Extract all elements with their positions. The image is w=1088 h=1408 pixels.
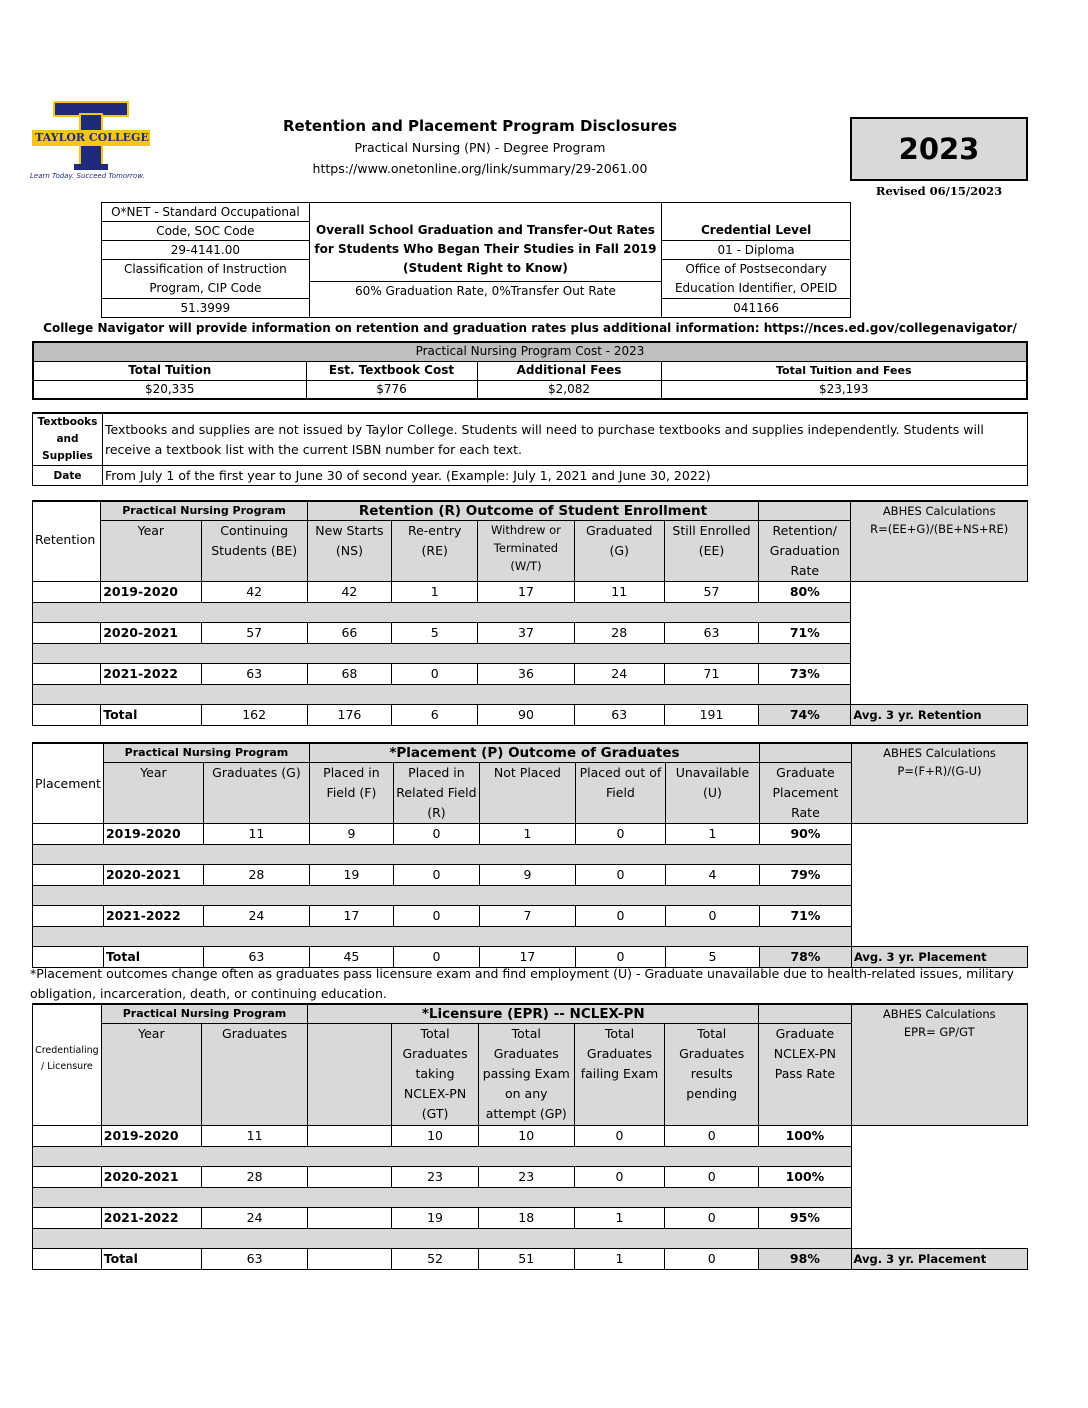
- licensure-side-label: Credentialing / Licensure: [33, 1004, 102, 1126]
- tuition-value: $20,335: [33, 380, 306, 399]
- lic-r1-c2: [308, 1167, 392, 1188]
- table-cell: [33, 865, 104, 886]
- ret-r2-c3: 0: [392, 664, 478, 685]
- college-logo: [30, 100, 158, 182]
- textbooks-table: [32, 412, 1028, 486]
- opeid-label-1: Office of Postsecondary: [685, 262, 827, 276]
- college-navigator-note: College Navigator will provide information on retention and graduation rates plus additional information: https://nces.ed.gov/collegenavigator/: [43, 321, 1017, 335]
- plc-r2-c4: 7: [479, 906, 575, 927]
- placement-program-label: Practical Nursing Program: [103, 743, 309, 763]
- lic-total-label: Total: [101, 1249, 201, 1270]
- table-cell: [851, 582, 1028, 603]
- ret-r2-c2: 68: [307, 664, 391, 685]
- plc-r1-c6: 4: [665, 865, 759, 886]
- plc-avg-label: Avg. 3 yr. Placement: [851, 947, 1027, 968]
- retention-table: [32, 500, 1028, 726]
- table-cell: [33, 1249, 102, 1270]
- ret-total-c6: 191: [664, 705, 758, 726]
- lic-h-blank: [308, 1024, 392, 1126]
- table-cell: [33, 906, 104, 927]
- plc-r0-c1: 11: [203, 824, 309, 845]
- table-cell: [851, 865, 1027, 886]
- ret-total-label: Total: [101, 705, 201, 726]
- ret-r0-c2: 42: [307, 582, 391, 603]
- lic-h-fail: Total Graduates failing Exam: [574, 1024, 664, 1126]
- table-cell: [851, 685, 1028, 705]
- lic-r0-c4: 10: [478, 1126, 574, 1147]
- table-cell: [33, 1208, 102, 1229]
- table-cell: [33, 824, 104, 845]
- plc-r0-c0: 2019-2020: [103, 824, 203, 845]
- ret-r1-c2: 66: [307, 623, 391, 644]
- table-cell: [33, 1126, 102, 1147]
- lic-h-grad: Graduates: [201, 1024, 307, 1126]
- year-box: 2023: [850, 117, 1028, 181]
- opeid-label: [662, 260, 851, 299]
- lic-r0-c2: [308, 1126, 392, 1147]
- logo-tagline: Learn Today. Succeed Tomorrow.: [30, 172, 145, 180]
- ret-r0-c3: 1: [392, 582, 478, 603]
- ret-h-be: Continuing Students (BE): [201, 521, 307, 582]
- lic-avg-label: Avg. 3 yr. Placement: [851, 1249, 1028, 1270]
- table-cell: [33, 623, 101, 644]
- table-cell: [851, 1208, 1028, 1229]
- cip-code: 51.3999: [102, 299, 310, 318]
- ret-total-c1: 162: [201, 705, 307, 726]
- ret-total-c3: 6: [392, 705, 478, 726]
- lic-r1-c6: 0: [665, 1167, 759, 1188]
- fees-label: Additional Fees: [477, 361, 661, 380]
- plc-h-np: Not Placed: [479, 763, 575, 824]
- table-cell: [851, 1229, 1028, 1249]
- textbook-label: Est. Textbook Cost: [306, 361, 477, 380]
- ret-r1-c6: 63: [664, 623, 758, 644]
- licensure-section-title: *Licensure (EPR) -- NCLEX-PN: [308, 1004, 759, 1024]
- ret-total-c2: 176: [307, 705, 391, 726]
- plc-total-rate: 78%: [759, 947, 851, 968]
- plc-total-c3: 0: [393, 947, 479, 968]
- plc-r2-c3: 0: [393, 906, 479, 927]
- plc-r1-c4: 9: [479, 865, 575, 886]
- ret-h-rate: Retention/ Graduation Rate: [759, 521, 851, 582]
- credential-value: 01 - Diploma: [662, 241, 851, 260]
- lic-r1-c0: 2020-2021: [101, 1167, 201, 1188]
- ret-r1-c7: 71%: [759, 623, 851, 644]
- table-cell: [851, 664, 1028, 685]
- plc-r2-c6: 0: [665, 906, 759, 927]
- placement-section-title: *Placement (P) Outcome of Graduates: [309, 743, 759, 763]
- plc-r0-c2: 9: [309, 824, 393, 845]
- plc-r2-c2: 17: [309, 906, 393, 927]
- ret-r0-c1: 42: [201, 582, 307, 603]
- plc-r0-c4: 1: [479, 824, 575, 845]
- ret-r2-c6: 71: [664, 664, 758, 685]
- retention-side-label: Retention: [33, 501, 101, 582]
- spacer-row: [33, 603, 851, 623]
- textbook-value: $776: [306, 380, 477, 399]
- date-label: Date: [33, 466, 103, 486]
- credential-label: Credential Level: [662, 222, 851, 241]
- ret-r2-c1: 63: [201, 664, 307, 685]
- lic-r0-c6: 0: [665, 1126, 759, 1147]
- lic-r0-c5: 0: [574, 1126, 664, 1147]
- ret-total-rate: 74%: [759, 705, 851, 726]
- lic-total-c3: 52: [392, 1249, 478, 1270]
- plc-total-c4: 17: [479, 947, 575, 968]
- table-cell: [851, 886, 1027, 906]
- ret-total-c5: 63: [574, 705, 664, 726]
- placement-side-label: Placement: [33, 743, 104, 824]
- lic-r2-c2: [308, 1208, 392, 1229]
- lic-h-year: Year: [101, 1024, 201, 1126]
- table-cell: [33, 582, 101, 603]
- tuition-label: Total Tuition: [33, 361, 306, 380]
- onet-link[interactable]: https://www.onetonline.org/link/summary/29-2061.00: [312, 161, 648, 176]
- retention-program-label: Practical Nursing Program: [101, 501, 308, 521]
- cost-title: Practical Nursing Program Cost - 2023: [33, 342, 1027, 361]
- placement-calc: [851, 743, 1027, 824]
- retention-calc-formula: R=(EE+G)/(BE+NS+RE): [870, 522, 1009, 536]
- plc-r0-c5: 0: [575, 824, 665, 845]
- placement-calc-title: ABHES Calculations: [883, 746, 996, 760]
- retention-calc-title: ABHES Calculations: [882, 504, 996, 518]
- ret-r0-c6: 57: [664, 582, 758, 603]
- plc-total-c1: 63: [203, 947, 309, 968]
- ret-r1-c4: 37: [478, 623, 574, 644]
- lic-r0-c7: 100%: [759, 1126, 851, 1147]
- plc-h-rate: Graduate Placement Rate: [759, 763, 851, 824]
- lic-r1-c1: 28: [201, 1167, 307, 1188]
- plc-h-r: Placed in Related Field (R): [393, 763, 479, 824]
- table-cell: [33, 705, 101, 726]
- lic-total-c5: 1: [574, 1249, 664, 1270]
- lic-r2-c0: 2021-2022: [101, 1208, 201, 1229]
- program-cost-table: [32, 341, 1028, 400]
- ret-total-c4: 90: [478, 705, 574, 726]
- plc-h-f: Placed in Field (F): [309, 763, 393, 824]
- placement-footnote: *Placement outcomes change often as graduates pass licensure exam and find employment (U) - Graduate unavailable due to health-related issues, military obligation, incarceration, death, or continuing education.: [30, 966, 1014, 1001]
- licensure-calc: ABHES Calculations EPR= GP/GT: [851, 1004, 1028, 1126]
- plc-r1-c2: 19: [309, 865, 393, 886]
- cip-label-2: Program, CIP Code: [149, 281, 262, 295]
- plc-total-c5: 0: [575, 947, 665, 968]
- plc-r2-c7: 71%: [759, 906, 851, 927]
- spacer-row: [33, 1229, 852, 1249]
- lic-total-rate: 98%: [759, 1249, 851, 1270]
- lic-r2-c3: 19: [392, 1208, 478, 1229]
- opeid-label-2: Education Identifier, OPEID: [674, 281, 838, 295]
- lic-h-gp: Total Graduates passing Exam on any attempt (GP): [478, 1024, 574, 1126]
- table-cell: [851, 644, 1028, 664]
- revised-date: Revised 06/15/2023: [875, 184, 1003, 198]
- table-cell: [851, 824, 1027, 845]
- ret-h-re: Re-entry (RE): [392, 521, 478, 582]
- plc-total-c2: 45: [309, 947, 393, 968]
- licensure-table: [32, 1003, 1028, 1270]
- table-cell: [851, 906, 1027, 927]
- lic-r0-c3: 10: [392, 1126, 478, 1147]
- ret-h-ee: Still Enrolled (EE): [664, 521, 758, 582]
- table-cell: [33, 664, 101, 685]
- ret-r2-c4: 36: [478, 664, 574, 685]
- table-cell: [851, 1147, 1028, 1167]
- grad-rates-title: Overall School Graduation and Transfer-Out Rates for Students Who Began Their Studies in Fall 2019 (Student Right to Know): [314, 223, 657, 275]
- ret-r0-c5: 11: [574, 582, 664, 603]
- grad-rate-value: 60% Graduation Rate, 0%Transfer Out Rate: [310, 281, 661, 300]
- spacer-row: [33, 927, 852, 947]
- lic-r0-c0: 2019-2020: [101, 1126, 201, 1147]
- lic-total-c6: 0: [665, 1249, 759, 1270]
- total-value: $23,193: [661, 380, 1027, 399]
- grad-rates-cell: [309, 203, 661, 318]
- date-text: From July 1 of the first year to June 30 of second year. (Example: July 1, 2021 and June 30, 2022): [103, 466, 1028, 486]
- plc-r0-c6: 1: [665, 824, 759, 845]
- lic-r1-c3: 23: [392, 1167, 478, 1188]
- ret-r2-c0: 2021-2022: [101, 664, 201, 685]
- ret-r1-c0: 2020-2021: [101, 623, 201, 644]
- lic-r1-c4: 23: [478, 1167, 574, 1188]
- plc-h-g: Graduates (G): [203, 763, 309, 824]
- ret-avg-label: Avg. 3 yr. Retention: [851, 705, 1028, 726]
- lic-r1-c7: 100%: [759, 1167, 851, 1188]
- textbooks-label: Textbooks and Supplies: [33, 413, 103, 466]
- credential-spacer: [662, 203, 851, 222]
- soc-label-1: O*NET - Standard Occupational: [102, 203, 310, 222]
- textbooks-text: Textbooks and supplies are not issued by Taylor College. Students will need to purchase textbooks and supplies independently. Students will receive a textbook list with the current ISBN number for each text.: [103, 413, 1028, 466]
- cip-label-1: Classification of Instruction: [123, 262, 287, 276]
- ret-r0-c0: 2019-2020: [101, 582, 201, 603]
- spacer-row: [33, 1188, 852, 1208]
- retention-header-spacer: [759, 501, 851, 521]
- logo-text: TAYLOR COLLEGE: [35, 131, 149, 144]
- soc-label-2: Code, SOC Code: [102, 222, 310, 241]
- licensure-header-spacer: [759, 1004, 851, 1024]
- plc-r1-c3: 0: [393, 865, 479, 886]
- ret-h-year: Year: [101, 521, 201, 582]
- placement-header-spacer: [759, 743, 851, 763]
- plc-r0-c3: 0: [393, 824, 479, 845]
- spacer-row: [33, 886, 852, 906]
- plc-r2-c0: 2021-2022: [103, 906, 203, 927]
- lic-r2-c5: 1: [574, 1208, 664, 1229]
- ret-r0-c7: 80%: [759, 582, 851, 603]
- plc-total-c6: 5: [665, 947, 759, 968]
- plc-h-year: Year: [103, 763, 203, 824]
- lic-total-c2: [308, 1249, 392, 1270]
- retention-section-title: Retention (R) Outcome of Student Enrollment: [307, 501, 758, 521]
- cip-label: [102, 260, 310, 299]
- table-cell: [33, 1167, 102, 1188]
- spacer-row: [33, 845, 852, 865]
- plc-h-out: Placed out of Field: [575, 763, 665, 824]
- ret-r1-c3: 5: [392, 623, 478, 644]
- table-cell: [851, 603, 1028, 623]
- licensure-program-label: Practical Nursing Program: [101, 1004, 307, 1024]
- plc-r1-c1: 28: [203, 865, 309, 886]
- lic-h-gt: Total Graduates taking NCLEX-PN (GT): [392, 1024, 478, 1126]
- ret-r0-c4: 17: [478, 582, 574, 603]
- lic-r2-c6: 0: [665, 1208, 759, 1229]
- table-cell: [851, 1188, 1028, 1208]
- lic-r2-c4: 18: [478, 1208, 574, 1229]
- page-title: Retention and Placement Program Disclosures: [283, 117, 677, 135]
- fees-value: $2,082: [477, 380, 661, 399]
- plc-h-u: Unavailable (U): [665, 763, 759, 824]
- plc-r2-c5: 0: [575, 906, 665, 927]
- opeid-value: 041166: [662, 299, 851, 318]
- spacer-row: [33, 685, 851, 705]
- ret-h-ns: New Starts (NS): [307, 521, 391, 582]
- program-subtitle: Practical Nursing (PN) - Degree Program: [354, 140, 606, 155]
- lic-r2-c7: 95%: [759, 1208, 851, 1229]
- spacer-row: [33, 644, 851, 664]
- table-cell: [851, 927, 1027, 947]
- program-info-table: [101, 202, 851, 318]
- retention-calc: [851, 501, 1028, 582]
- plc-r1-c5: 0: [575, 865, 665, 886]
- plc-r1-c7: 79%: [759, 865, 851, 886]
- soc-code: 29-4141.00: [102, 241, 310, 260]
- table-cell: [851, 845, 1027, 865]
- lic-r1-c5: 0: [574, 1167, 664, 1188]
- table-cell: [851, 1126, 1028, 1147]
- plc-r0-c7: 90%: [759, 824, 851, 845]
- ret-h-g: Graduated (G): [574, 521, 664, 582]
- plc-total-label: Total: [103, 947, 203, 968]
- ret-h-wt: Withdrew or Terminated (W/T): [478, 521, 574, 582]
- table-cell: [851, 1167, 1028, 1188]
- spacer-row: [33, 1147, 852, 1167]
- plc-r2-c1: 24: [203, 906, 309, 927]
- lic-total-c1: 63: [201, 1249, 307, 1270]
- total-label: Total Tuition and Fees: [661, 361, 1027, 380]
- ret-r2-c5: 24: [574, 664, 664, 685]
- ret-r1-c5: 28: [574, 623, 664, 644]
- placement-calc-formula: P=(F+R)/(G-U): [897, 764, 982, 778]
- placement-table: [32, 742, 1028, 968]
- ret-r2-c7: 73%: [759, 664, 851, 685]
- lic-r2-c1: 24: [201, 1208, 307, 1229]
- table-cell: [851, 623, 1028, 644]
- lic-h-pending: Total Graduates results pending: [665, 1024, 759, 1126]
- lic-h-rate: Graduate NCLEX-PN Pass Rate: [759, 1024, 851, 1126]
- ret-r1-c1: 57: [201, 623, 307, 644]
- lic-r0-c1: 11: [201, 1126, 307, 1147]
- lic-total-c4: 51: [478, 1249, 574, 1270]
- plc-r1-c0: 2020-2021: [103, 865, 203, 886]
